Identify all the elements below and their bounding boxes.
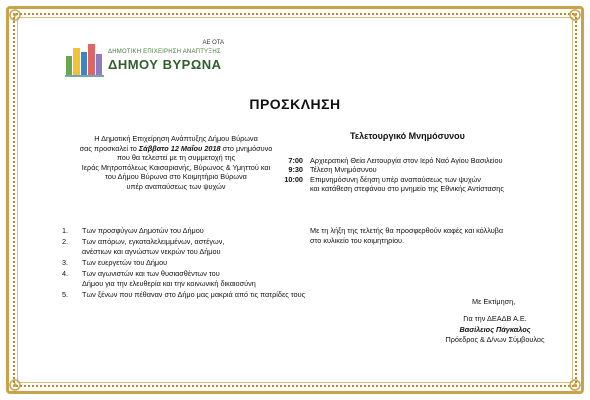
logo-subtitle: ΔΗΜΟΤΙΚΗ ΕΠΙΧΕΙΡΗΣΗ ΑΝΑΠΤΥΞΗΣ — [108, 49, 221, 55]
schedule-text: Επιμνημόσυνη δέηση υπέρ αναπαύσεως των ψυχών — [310, 174, 481, 184]
list-text: Των αγωνιστών και των θυσιασθέντων του — [82, 269, 220, 279]
list-text: ανέστιων και αγνώστων νεκρών του Δήμου — [82, 246, 221, 256]
list-item — [62, 237, 322, 256]
signature-organization: Για την ΔΕΑΔΒ Α.Ε. — [463, 314, 527, 323]
logo-buildings-icon — [64, 42, 106, 78]
corner-ornament-bottom-left — [8, 378, 22, 392]
list-text: Των ευεργετών του Δήμου — [82, 257, 168, 267]
corner-ornament-top-left — [8, 8, 22, 22]
schedule-time: 10:00 — [284, 174, 303, 184]
invitation-intro — [60, 134, 292, 192]
schedule-text: Αρχιερατική Θεία Λειτουργία στον Ιερό Ναό Αγίου Βασιλείου — [310, 156, 503, 165]
schedule-description — [303, 175, 549, 194]
note-line: Με τη λήξη της τελετής θα προσφερθούν καφές και κόλλυβα — [310, 226, 504, 235]
intro-line: που θα τελεστεί με τη συμμετοχή της — [116, 153, 236, 163]
intro-line: υπέρ αναπαύσεως των ψυχών — [126, 181, 226, 191]
note-line: στο κυλικείο του κοιμητηρίου. — [310, 235, 405, 245]
schedule-time: 7:00 — [288, 156, 303, 165]
schedule-row — [279, 175, 549, 194]
program-title: Τελετουργικό Μνημόσυνου — [350, 131, 465, 141]
schedule-time: 9:30 — [288, 165, 303, 175]
list-text: Των ξένων που πέθαναν στο Δήμο μας μακριά από τις πατρίδες τους — [82, 289, 306, 299]
schedule-row — [279, 156, 549, 165]
closing-regards: Με Εκτίμηση, — [472, 297, 516, 306]
schedule-row — [279, 165, 549, 174]
signer-role: Πρόεδρος & Δ/νων Σύμβουλος — [445, 335, 545, 344]
schedule-description — [303, 156, 549, 165]
intro-line: του Δήμου Βύρωνα στο Κοιμητήριο Βύρωνα — [105, 172, 247, 182]
corner-ornament-bottom-right — [568, 378, 582, 392]
list-number: 5. — [62, 289, 69, 299]
list-number: 2. — [62, 237, 69, 247]
schedule — [279, 156, 549, 194]
intro-text: στο μνημόσυνο — [222, 143, 273, 153]
organization-logo — [64, 40, 224, 80]
logo-company-type: ΑΕ ΟΤΑ — [202, 40, 224, 46]
intro-text: σας προσκαλεί το — [79, 143, 137, 153]
schedule-text: και κατάθεση στεφάνου στο μνημείο της Εθνικής Αντίστασης — [310, 184, 504, 194]
list-item — [62, 290, 322, 300]
schedule-description — [303, 165, 549, 174]
logo-name: ΔΗΜΟΥ ΒΥΡΩΝΑ — [108, 57, 222, 72]
list-number: 3. — [62, 257, 69, 267]
page-title: ΠΡΟΣΚΛΗΣΗ — [249, 96, 341, 112]
intro-line-date — [60, 144, 292, 154]
list-item — [62, 226, 322, 236]
honored-list — [62, 226, 322, 301]
event-date: Σάββατο 12 Μαΐου 2018 — [138, 143, 221, 153]
schedule-text: Τέλεση Μνημόσυνου — [310, 165, 377, 175]
list-text: Των προσφύγων Δημοτών του Δήμου — [82, 226, 204, 235]
signer-name: Βασίλειος Πάγκαλος — [459, 324, 531, 334]
list-text: Δήμου για την ελευθερία και την κοινωνική δικαιοσύνη — [82, 278, 256, 288]
intro-line: Ιεράς Μητροπόλεως Καισαριανής, Βύρωνος & Υμηττού και — [81, 162, 271, 172]
reception-note — [310, 226, 550, 245]
list-item — [62, 258, 322, 268]
list-number: 1. — [62, 226, 69, 235]
signature-block — [420, 314, 570, 346]
list-number: 4. — [62, 269, 69, 279]
corner-ornament-top-right — [568, 8, 582, 22]
intro-line: Η Δημοτική Επιχείρηση Ανάπτυξης Δήμου Βύρωνα — [94, 134, 258, 143]
list-item — [62, 269, 322, 288]
list-text: Των απόρων, εγκαταλελειμμένων, αστέγων, — [82, 237, 225, 247]
